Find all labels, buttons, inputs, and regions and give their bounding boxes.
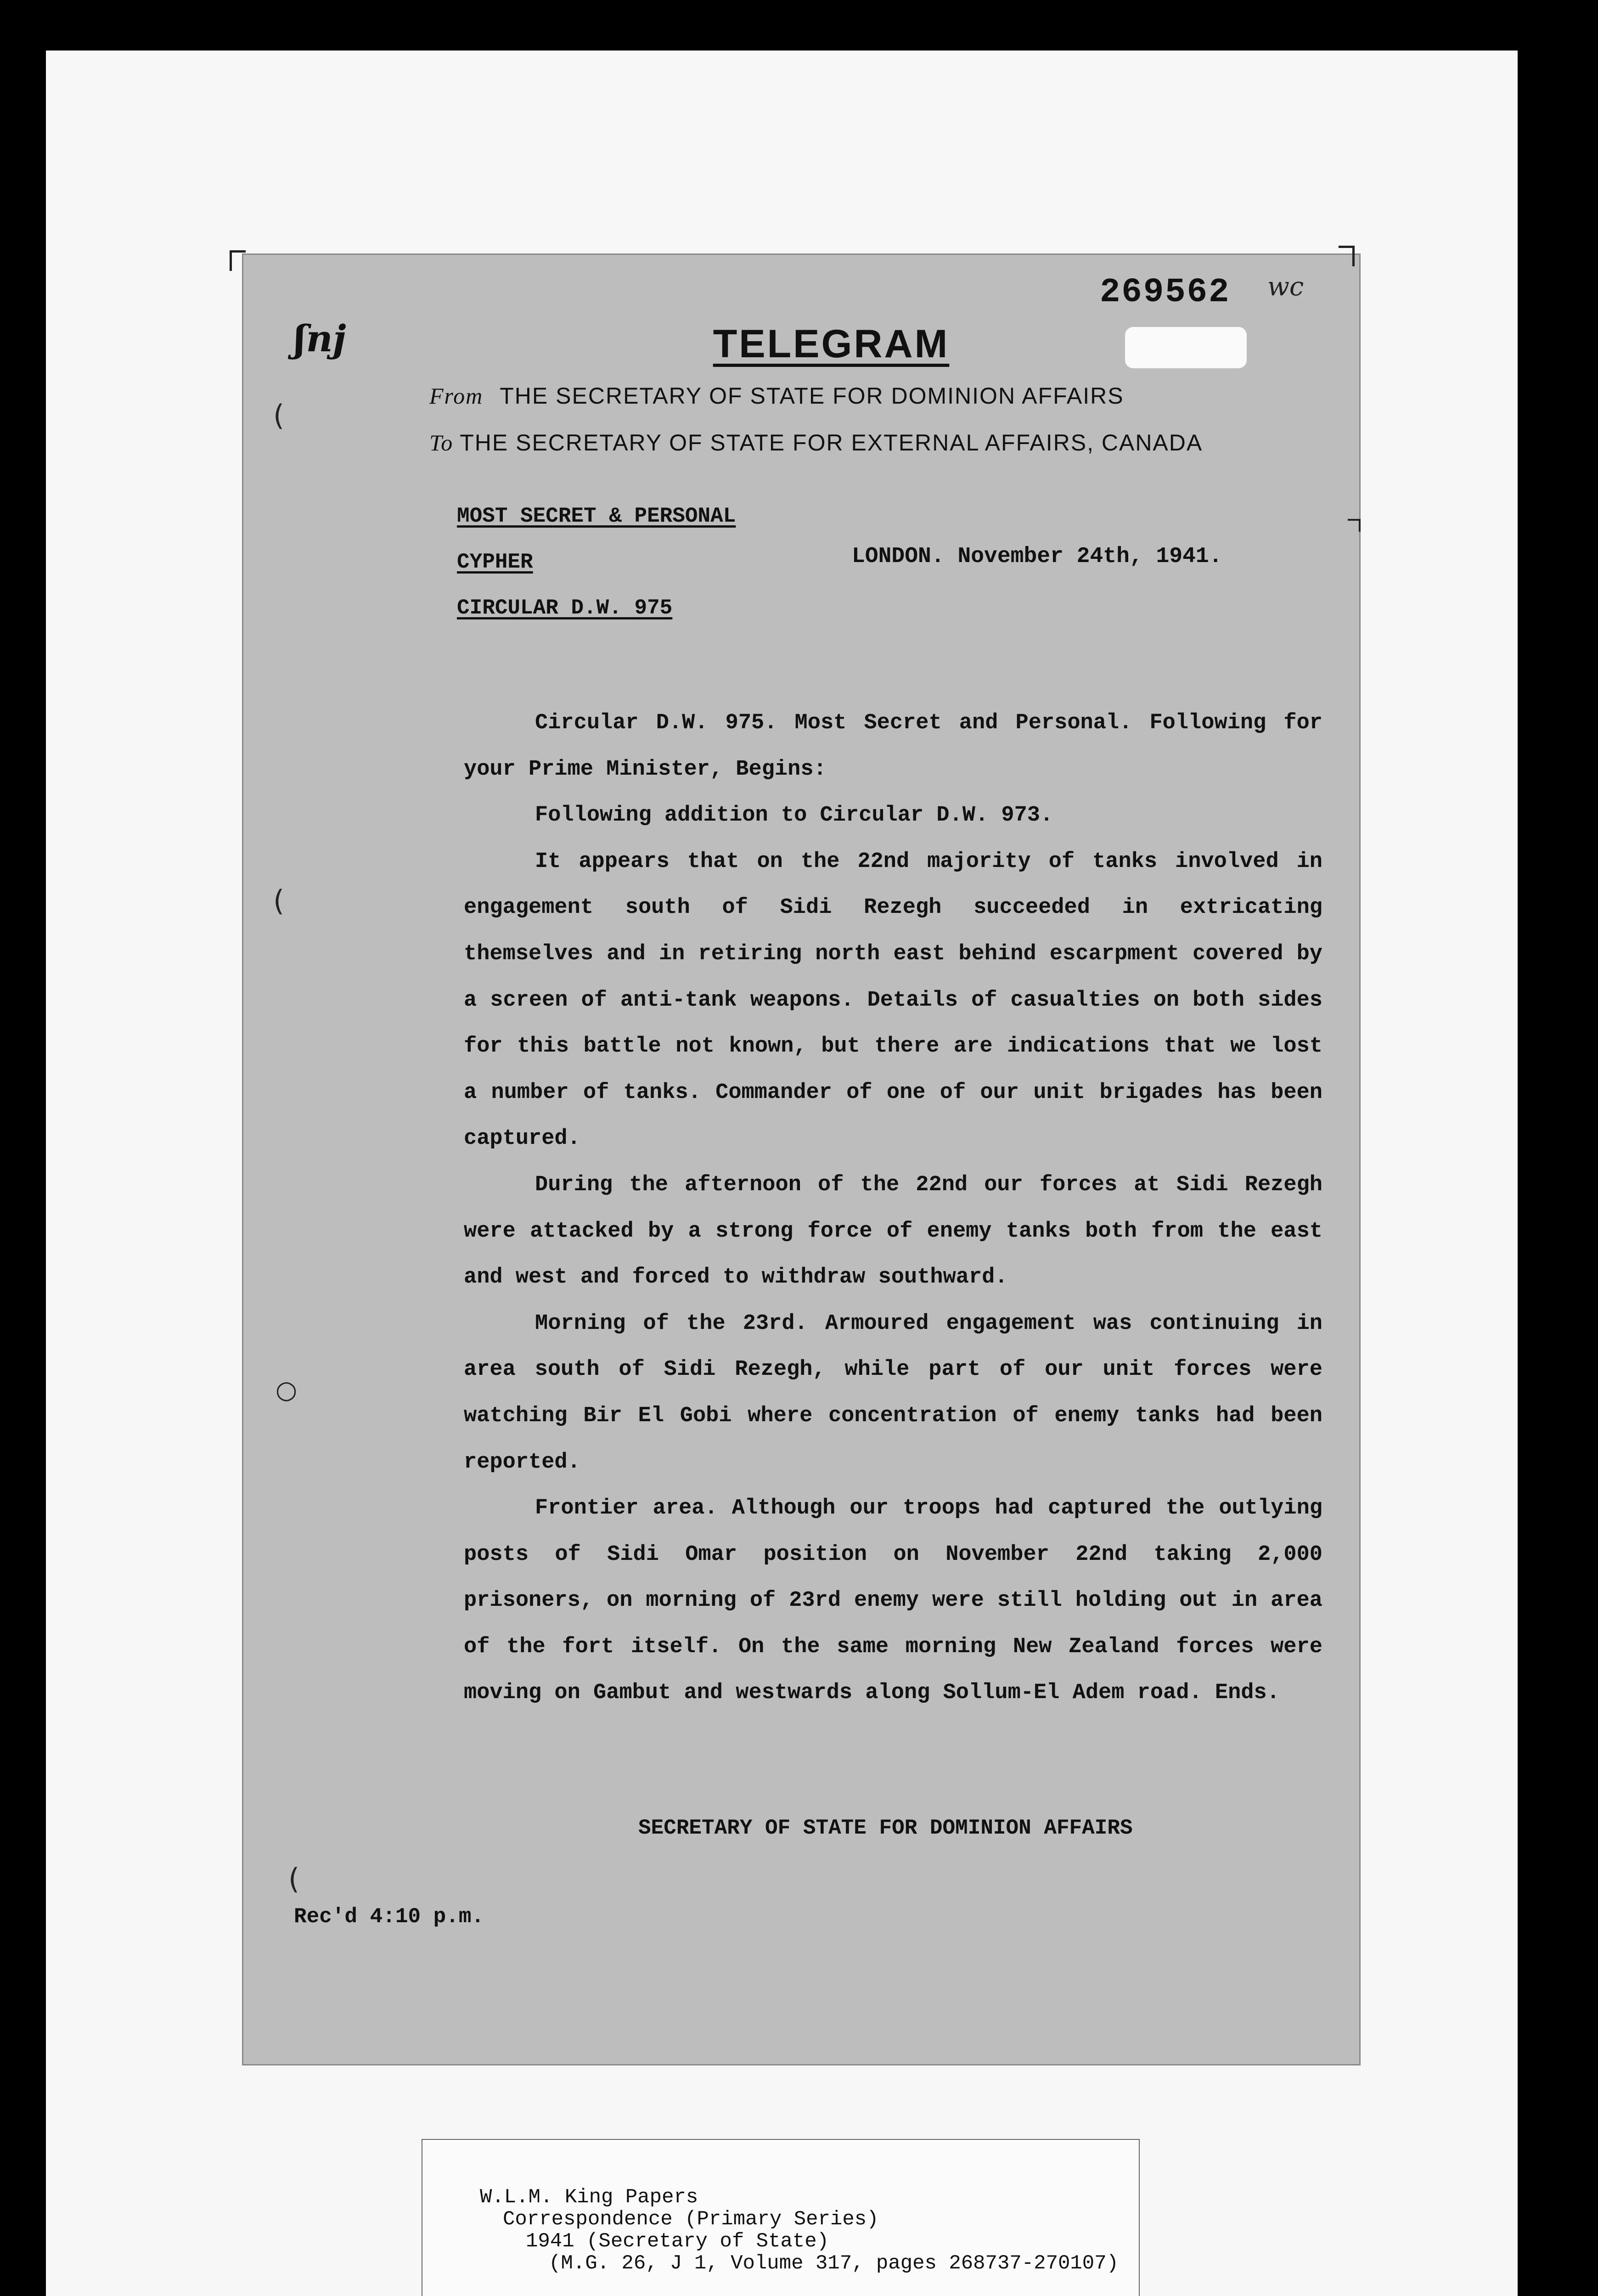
punch-hole-mark: (: [288, 1862, 300, 1896]
label-line-reference: (M.G. 26, J 1, Volume 317, pages 268737-270107): [549, 2252, 1119, 2275]
body-paragraph: During the afternoon of the 22nd our forces at Sidi Rezegh were attacked by a strong force of enemy tanks both from the east and west and forced to withdraw southward.: [464, 1172, 1322, 1290]
body-paragraph: Frontier area. Although our troops had captured the outlying posts of Sidi Omar position on November 22nd taking 2,000 prisoners, on morning of 23rd enemy were still holding out in area of the fort itself. On the same morning New Zealand forces were moving on Gambut and westwards along Sollum-El Adem road. Ends.: [464, 1496, 1322, 1705]
circular-reference: CIRCULAR D.W. 975: [457, 596, 673, 620]
to-label: To: [429, 430, 454, 456]
from-label: From: [429, 383, 484, 409]
telegram-title: TELEGRAM: [713, 322, 950, 366]
from-value: THE SECRETARY OF STATE FOR DOMINION AFFAIRS: [500, 383, 1124, 409]
body-paragraph: It appears that on the 22nd majority of tanks involved in engagement south of Sidi Rezegh succeeded in extricating themselves and in retiring north east behind escarpment covered by a screen of anti-tank weapons. Details of casualties on both sides for this battle not known, but there are indications that we lost a number of tanks. Commander of one of our unit brigades has been captured.: [464, 849, 1322, 1151]
tape-patch: [1125, 327, 1247, 368]
to-value: THE SECRETARY OF STATE FOR EXTERNAL AFFAIRS, CANADA: [460, 430, 1203, 456]
punch-hole-mark: (: [273, 884, 285, 917]
classification: MOST SECRET & PERSONAL: [457, 504, 736, 528]
body-paragraph: Circular D.W. 975. Most Secret and Personal. Following for your Prime Minister, Begins:: [464, 711, 1322, 782]
crop-mark-right-mid: [1348, 519, 1361, 532]
punch-hole-mark: ○: [276, 1375, 298, 1404]
label-line-series: Correspondence (Primary Series): [503, 2208, 879, 2231]
crop-mark-top-left: [230, 250, 246, 271]
from-line: [429, 383, 1124, 409]
place-date: LONDON. November 24th, 1941.: [852, 544, 1222, 569]
body-paragraph: Morning of the 23rd. Armoured engagement was continuing in area south of Sidi Rezegh, while part of our unit forces were watching Bir El Gobi where concentration of enemy tanks had been reported.: [464, 1311, 1322, 1474]
margin-initials: ʃnj: [294, 317, 346, 360]
punch-hole-mark: (: [273, 399, 285, 432]
telegram-body: [464, 700, 1322, 1716]
reference-number: 269562: [1100, 273, 1231, 312]
label-line-collection: W.L.M. King Papers: [480, 2186, 698, 2209]
body-paragraph: Following addition to Circular D.W. 973.: [535, 803, 1053, 828]
signature-line: SECRETARY OF STATE FOR DOMINION AFFAIRS: [638, 1816, 1133, 1840]
reference-initials: wc: [1267, 272, 1304, 302]
crop-mark-top-right: [1339, 246, 1355, 266]
transmission-method: CYPHER: [457, 550, 533, 574]
to-line: [429, 429, 1203, 456]
label-line-year: 1941 (Secretary of State): [526, 2230, 829, 2253]
received-time: Rec'd 4:10 p.m.: [294, 1905, 484, 1929]
